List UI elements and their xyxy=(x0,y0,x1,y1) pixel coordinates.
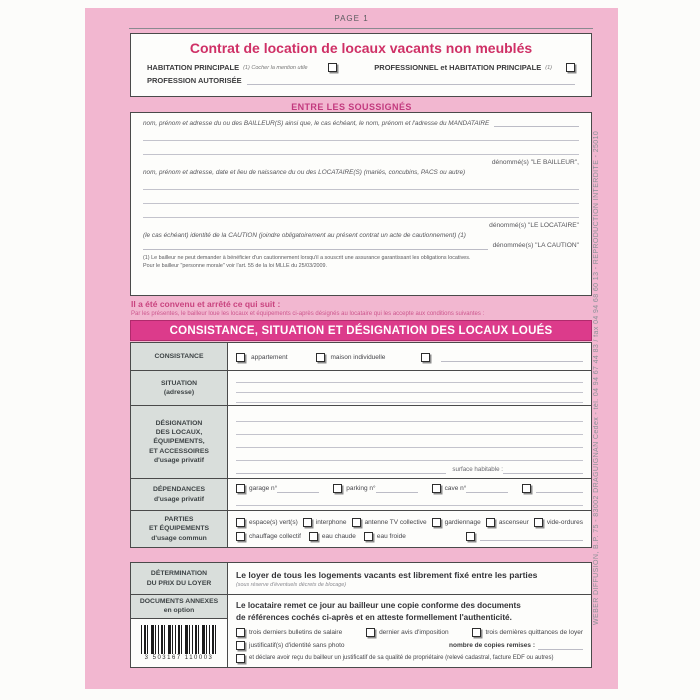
documents-intro-1: Le locataire remet ce jour au bailleur une copie conforme des documents xyxy=(236,601,521,611)
designation-line-4[interactable] xyxy=(236,448,583,461)
locataire-line-1[interactable] xyxy=(143,176,579,190)
barcode xyxy=(141,625,217,654)
dependances-autre-line[interactable] xyxy=(536,484,583,493)
contract-page xyxy=(85,8,618,689)
consistance-autre-checkbox[interactable] xyxy=(421,353,430,362)
garage-line[interactable] xyxy=(277,484,319,493)
situation-label: SITUATION xyxy=(160,379,198,387)
parties-row xyxy=(131,511,591,547)
locaux-section-band: CONSISTANCE, SITUATION ET DÉSIGNATION DES LOCAUX LOUÉS xyxy=(130,320,592,341)
caution-line[interactable] xyxy=(143,241,488,250)
loyer-label-1: DÉTERMINATION xyxy=(150,570,208,578)
situation-line-2[interactable] xyxy=(236,383,583,393)
justificatif-identite-label: justificatif(s) d'identité sans photo xyxy=(249,641,345,649)
avis-imposition-checkbox[interactable] xyxy=(366,628,375,637)
appartement-label: appartement xyxy=(251,353,288,361)
ascenseur-label: ascenseur xyxy=(498,519,529,526)
documents-label-2: en option xyxy=(163,607,195,615)
documents-label-1: DOCUMENTS ANNEXES xyxy=(139,598,219,605)
surface-habitable-label: surface habitable : xyxy=(452,466,503,473)
designation-line-2[interactable] xyxy=(236,422,583,435)
designation-label-5: d'usage privatif xyxy=(154,456,204,464)
dependances-label: DÉPENDANCES xyxy=(152,486,206,494)
barcode-digits: 3 503167 110003 xyxy=(144,655,214,662)
bailleur-line-0[interactable] xyxy=(494,120,579,127)
chauffage-collectif-checkbox[interactable] xyxy=(236,532,245,541)
designation-row xyxy=(131,406,591,479)
bailleur-intro: nom, prénom et adresse du ou des BAILLEUR(S) ainsi que, le cas échéant, le nom, prénom et l'adresse du MANDATAIRE xyxy=(143,120,490,127)
parking-label: parking n° xyxy=(346,485,376,492)
loyer-text: Le loyer de tous les logements vacants est librement fixé entre les parties xyxy=(236,570,538,580)
agreement-subtext: Par les présentes, le bailleur loue les locaux et équipements ci-après désignés au locataire qui les accepte aux conditions suivantes : xyxy=(131,311,485,317)
bailleur-denomme: dénommé(s) "LE BAILLEUR", xyxy=(491,159,579,166)
documents-intro-2: de références cochés ci-après et en atteste formellement l'authenticité. xyxy=(236,613,512,622)
declare-proprietaire-checkbox[interactable] xyxy=(236,654,245,663)
cave-line[interactable] xyxy=(466,484,508,493)
cave-checkbox[interactable] xyxy=(432,484,441,493)
soussignes-heading: ENTRE LES SOUSSIGNÉS xyxy=(291,102,412,112)
designation-label-2: DES LOCAUX, xyxy=(155,429,203,437)
dependances-line-2[interactable] xyxy=(236,493,583,506)
situation-line-3[interactable] xyxy=(236,393,583,403)
profession-autorisee-line[interactable] xyxy=(247,76,575,85)
consistance-row xyxy=(131,343,591,371)
documents-left-cell xyxy=(131,595,228,667)
caution-denomme: dénommée(s) "LA CAUTION" xyxy=(492,242,579,249)
copies-remises-line[interactable] xyxy=(538,641,583,650)
printer-credit-vertical-text: WEBER DIFFUSION, B.P. 75 - 83002 DRAGUIGNAN Cedex - tél. 04 94 67 44 83 / fax 04 94 68 60 13 - REPRODUCTION INTERDITE - 25010 xyxy=(593,130,600,626)
interphone-checkbox[interactable] xyxy=(303,518,312,527)
eau-froide-checkbox[interactable] xyxy=(364,532,373,541)
vide-ordures-checkbox[interactable] xyxy=(534,518,543,527)
garage-label: garage n° xyxy=(249,485,278,492)
parties-autre-line[interactable] xyxy=(480,532,583,541)
parties-autre-checkbox[interactable] xyxy=(466,532,475,541)
ascenseur-checkbox[interactable] xyxy=(486,518,495,527)
parking-line[interactable] xyxy=(376,484,418,493)
caution-intro: (le cas échéant) identité de la CAUTION (joindre obligatoirement au présent contrat un acte de cautionnement) (1) xyxy=(143,232,466,239)
quittances-loyer-checkbox[interactable] xyxy=(472,628,481,637)
vide-ordures-label: vide-ordures xyxy=(546,519,583,526)
habitation-principale-checkbox[interactable] xyxy=(328,63,337,72)
situation-row xyxy=(131,371,591,406)
dependances-sublabel: d'usage privatif xyxy=(154,495,204,503)
header-rule xyxy=(129,28,593,29)
locataire-intro: nom, prénom et adresse, date et lieu de naissance du ou des LOCATAIRE(S) (mariés, concubins, PACS ou autre) xyxy=(143,169,466,176)
locataire-denomme: dénommé(s) "LE LOCATAIRE" xyxy=(489,222,579,229)
locataire-line-2[interactable] xyxy=(143,190,579,204)
parties-label-1: PARTIES xyxy=(164,516,194,524)
designation-line-1[interactable] xyxy=(236,411,583,422)
garage-checkbox[interactable] xyxy=(236,484,245,493)
cave-label: cave n° xyxy=(444,485,467,492)
gardiennage-label: gardiennage xyxy=(444,519,481,526)
interphone-label: interphone xyxy=(315,519,347,526)
parties-label-3: d'usage commun xyxy=(151,534,207,542)
quittances-loyer-label: trois dernières quittances de loyer xyxy=(485,628,583,636)
title-box xyxy=(130,33,592,97)
justificatif-identite-checkbox[interactable] xyxy=(236,641,245,650)
eau-chaude-checkbox[interactable] xyxy=(309,532,318,541)
chauffage-collectif-label: chauffage collectif xyxy=(249,533,301,540)
dependances-autre-checkbox[interactable] xyxy=(522,484,531,493)
antenne-tv-label: antenne TV collective xyxy=(364,519,427,526)
page-number: PAGE 1 xyxy=(334,14,369,23)
surface-habitable-line[interactable] xyxy=(503,465,583,474)
locataire-line-3[interactable] xyxy=(143,204,579,218)
professionnel-checkbox[interactable] xyxy=(566,63,575,72)
soussignes-box xyxy=(130,112,592,296)
consistance-autre-line[interactable] xyxy=(441,353,583,362)
bailleur-line-1[interactable] xyxy=(143,127,579,141)
bulletins-salaire-label: trois derniers bulletins de salaire xyxy=(249,628,343,636)
avis-imposition-label: dernier avis d'imposition xyxy=(379,628,449,636)
bulletins-salaire-checkbox[interactable] xyxy=(236,628,245,637)
situation-sublabel: (adresse) xyxy=(163,389,195,396)
agreement-heading: Il a été convenu et arrêté ce qui suit : xyxy=(131,299,281,309)
loyer-note: (sous réserve d'éventuels décrets de blocage) xyxy=(236,582,347,588)
eau-chaude-label: eau chaude xyxy=(321,533,356,540)
bailleur-line-2[interactable] xyxy=(143,141,579,155)
maison-label: maison individuelle xyxy=(330,353,386,361)
parking-checkbox[interactable] xyxy=(333,484,342,493)
designation-label-4: ET ACCESSOIRES xyxy=(149,447,209,455)
appartement-checkbox[interactable] xyxy=(236,353,245,362)
professionnel-note: (1) xyxy=(545,64,552,71)
parties-label-2: ET ÉQUIPEMENTS xyxy=(148,525,210,533)
designation-label-3: ÉQUIPEMENTS, xyxy=(153,438,205,446)
professionnel-label: PROFESSIONNEL et HABITATION PRINCIPALE xyxy=(374,63,542,72)
espaces-verts-checkbox[interactable] xyxy=(236,518,245,527)
eau-froide-label: eau froide xyxy=(376,533,406,540)
copies-remises-label: nombre de copies remises : xyxy=(449,641,535,649)
situation-line-1[interactable] xyxy=(236,374,583,383)
loyer-label-2: DU PRIX DU LOYER xyxy=(146,579,212,587)
designation-label-1: DÉSIGNATION xyxy=(155,420,203,428)
consistance-label: CONSISTANCE xyxy=(154,352,204,360)
declare-proprietaire-label: et déclare avoir reçu du bailleur un justificatif de sa qualité de propriétaire (relevé cadastral, facture EDF ou autres) xyxy=(249,655,554,662)
locaux-table xyxy=(130,342,592,548)
footnote-line-1: (1) Le bailleur ne peut demander à bénéficier d'un cautionnement lorsqu'il a souscrit une assurance garantissant les obligations locatives. xyxy=(143,255,471,261)
dependances-row xyxy=(131,479,591,511)
documents-row xyxy=(131,595,591,667)
gardiennage-checkbox[interactable] xyxy=(432,518,441,527)
espaces-verts-label: espace(s) vert(s) xyxy=(249,519,298,526)
designation-line-3[interactable] xyxy=(236,435,583,448)
antenne-tv-checkbox[interactable] xyxy=(352,518,361,527)
habitation-note: (1) Cocher la mention utile xyxy=(243,64,308,71)
designation-line-5[interactable] xyxy=(236,465,446,474)
maison-checkbox[interactable] xyxy=(316,353,325,362)
habitation-principale-label: HABITATION PRINCIPALE xyxy=(147,63,240,72)
profession-autorisee-label: PROFESSION AUTORISÉE xyxy=(147,76,242,85)
loyer-row xyxy=(131,563,591,595)
loyer-documents-table xyxy=(130,562,592,668)
document-title: Contrat de location de locaux vacants non meublés xyxy=(189,40,533,56)
footnote-line-2: Pour le bailleur "personne morale" voir l'art. 55 de la loi MLLE du 25/03/2009. xyxy=(143,262,328,269)
